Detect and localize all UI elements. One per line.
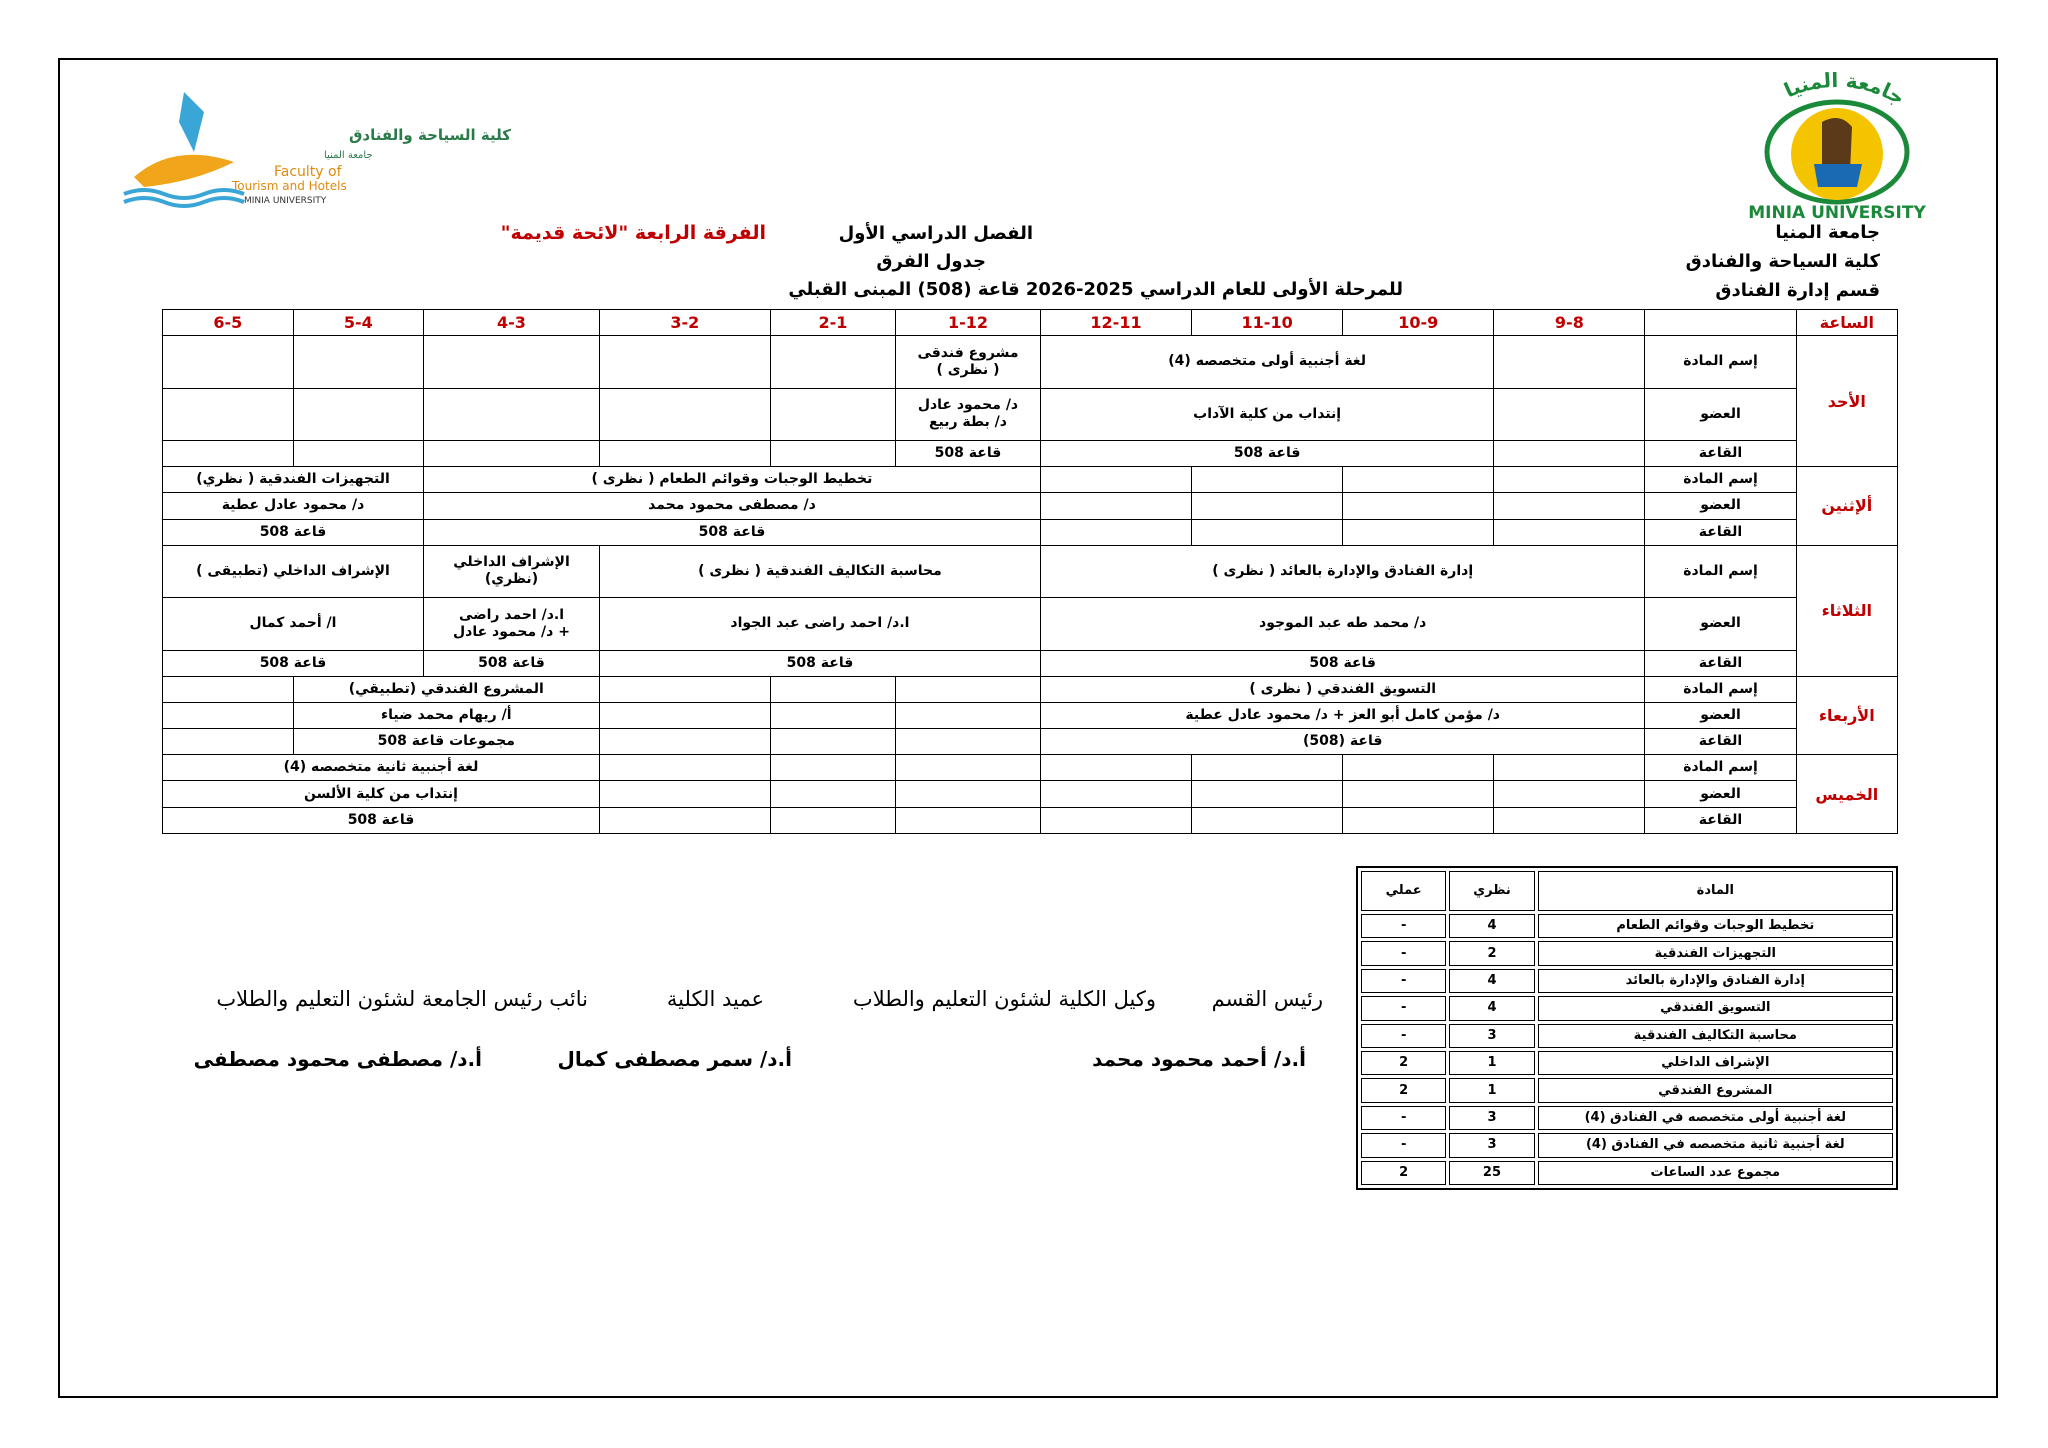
tuesday-member-row — [163, 598, 1898, 650]
thursday-room-row — [163, 807, 1898, 833]
mon-subject-2: التجهيزات الفندقية ( نظري) — [163, 467, 424, 493]
tue-member-3-line2: + د/ محمود عادل — [453, 623, 570, 640]
row-label-member: العضو — [1645, 781, 1796, 807]
day-monday: ألإثنين — [1796, 467, 1897, 546]
hours-summary-header — [1361, 871, 1893, 911]
row-label-member: العضو — [1645, 493, 1796, 519]
sun-member-2-line1: د/ محمود عادل — [917, 397, 1019, 414]
wednesday-room-row — [163, 729, 1898, 755]
logo-faculty-en3: MINIA UNIVERSITY — [244, 196, 327, 206]
thursday-member-row — [163, 781, 1898, 807]
row-label-room: القاعة — [1645, 807, 1796, 833]
faculty-logo — [124, 82, 511, 210]
slot-header: 4-3 — [423, 310, 599, 336]
sig-head-title: رئيس القسم — [1211, 987, 1323, 1011]
wednesday-member-row — [163, 702, 1898, 728]
hours-theory: 3 — [1449, 1133, 1534, 1157]
hours-practical: 2 — [1361, 1078, 1446, 1102]
minia-university-logo — [1722, 72, 1952, 222]
sun-room-2: قاعة 508 — [896, 440, 1041, 466]
hours-practical: 2 — [1361, 1051, 1446, 1075]
slot-header: 2-1 — [770, 310, 895, 336]
logo-faculty-ar: كلية السياحة والفنادق — [349, 126, 511, 144]
hours-subject: الإشراف الداخلي — [1538, 1051, 1893, 1075]
sun-subject-2-line1: مشروع فندقى — [917, 344, 1019, 361]
hours-subject: لغة أجنبية ثانية متخصصه في الفنادق (4) — [1538, 1133, 1893, 1157]
hours-total-label: مجموع عدد الساعات — [1538, 1161, 1893, 1185]
wed-member-1: د/ مؤمن كامل أبو العز + د/ محمود عادل عطية — [1040, 702, 1645, 728]
row-label-member: العضو — [1645, 388, 1796, 440]
hours-total-practical: 2 — [1361, 1161, 1446, 1185]
hours-total-theory: 25 — [1449, 1161, 1534, 1185]
sig-dean-title: عميد الكلية — [666, 987, 764, 1011]
logo-faculty-ar-sub: جامعة المنيا — [324, 150, 373, 161]
academic-year-line: للمرحلة الأولى للعام الدراسي 2025-2026 قاعة (508) المبنى القبلي — [788, 279, 1403, 300]
sig-dean-name: أ.د/ سمر مصطفى كمال — [557, 1047, 792, 1071]
hours-total-row — [1361, 1161, 1893, 1185]
hours-practical: - — [1361, 1106, 1446, 1130]
hours-theory: 2 — [1449, 941, 1534, 965]
hours-theory: 4 — [1449, 914, 1534, 938]
tue-room-1: قاعة 508 — [1040, 650, 1645, 676]
hours-subject: إدارة الفنادق والإدارة بالعائد — [1538, 969, 1893, 993]
hours-practical: - — [1361, 969, 1446, 993]
sun-member-1: إنتداب من كلية الآداب — [1040, 388, 1493, 440]
department-name: قسم إدارة الفنادق — [1715, 280, 1880, 301]
row-label-subject: إسم المادة — [1645, 755, 1796, 781]
hours-subject: لغة أجنبية أولى متخصصه في الفنادق (4) — [1538, 1106, 1893, 1130]
hours-row — [1361, 1051, 1893, 1075]
weekly-schedule-table — [162, 309, 1898, 834]
row-label-room: القاعة — [1645, 440, 1796, 466]
tue-member-4: ا/ أحمد كمال — [163, 598, 424, 650]
sig-vice-dean-title: وكيل الكلية لشئون التعليم والطلاب — [852, 987, 1156, 1011]
slot-header: 9-8 — [1494, 310, 1645, 336]
sun-subject-1: لغة أجنبية أولى متخصصه (4) — [1040, 336, 1493, 388]
hours-subject: التسويق الفندقي — [1538, 996, 1893, 1020]
wed-room-1: قاعة (508) — [1040, 729, 1645, 755]
mon-room-1: قاعة 508 — [423, 519, 1040, 545]
row-label-subject: إسم المادة — [1645, 467, 1796, 493]
slot-header: 3-2 — [599, 310, 770, 336]
monday-room-row — [163, 519, 1898, 545]
slot-header: 5-4 — [293, 310, 423, 336]
tue-member-2: ا.د/ احمد راضى عبد الجواد — [599, 598, 1040, 650]
tue-subject-3-line2: (نظري) — [484, 571, 539, 588]
sun-subject-2 — [896, 336, 1041, 388]
row-label-member: العضو — [1645, 598, 1796, 650]
mon-subject-1: تخطيط الوجبات وقوائم الطعام ( نظرى ) — [423, 467, 1040, 493]
row-label-subject: إسم المادة — [1645, 545, 1796, 597]
tue-member-3-line1: ا.د/ احمد راضى — [458, 606, 565, 623]
tue-subject-3-line1: الإشراف الداخلي — [453, 554, 570, 571]
tue-member-1: د/ محمد طه عبد الموجود — [1040, 598, 1645, 650]
tue-subject-4: الإشراف الداخلي (تطبيقى ) — [163, 545, 424, 597]
slot-header: 10-9 — [1343, 310, 1494, 336]
sig-vp-name: أ.د/ مصطفى محمود مصطفى — [193, 1047, 482, 1071]
schedule-type: جدول الفرق — [876, 251, 986, 272]
mon-member-2: د/ محمود عادل عطية — [163, 493, 424, 519]
hours-theory: 3 — [1449, 1024, 1534, 1048]
hours-practical: - — [1361, 996, 1446, 1020]
tue-member-3 — [423, 598, 599, 650]
tue-room-4: قاعة 508 — [163, 650, 424, 676]
tue-subject-2: محاسبة التكاليف الفندقية ( نظرى ) — [599, 545, 1040, 597]
thu-subject-1: لغة أجنبية ثانية متخصصه (4) — [163, 755, 600, 781]
tuesday-subject-row — [163, 545, 1898, 597]
header-subject: المادة — [1538, 871, 1893, 911]
hours-row — [1361, 941, 1893, 965]
hours-practical: - — [1361, 941, 1446, 965]
hours-subject: التجهيزات الفندقية — [1538, 941, 1893, 965]
university-name: جامعة المنيا — [1775, 222, 1880, 243]
hours-subject: تخطيط الوجبات وقوائم الطعام — [1538, 914, 1893, 938]
sun-room-1: قاعة 508 — [1040, 440, 1493, 466]
hours-row — [1361, 1133, 1893, 1157]
hours-subject: المشروع الفندقي — [1538, 1078, 1893, 1102]
logo-university-name: MINIA UNIVERSITY — [1748, 203, 1926, 222]
tue-room-2: قاعة 508 — [599, 650, 1040, 676]
hours-practical: - — [1361, 1024, 1446, 1048]
monday-subject-row — [163, 467, 1898, 493]
tue-subject-1: إدارة الفنادق والإدارة بالعائد ( نظرى ) — [1040, 545, 1645, 597]
hours-summary-table — [1356, 866, 1898, 1190]
tue-room-3: قاعة 508 — [423, 650, 599, 676]
logo-faculty-en1: Faculty of — [274, 164, 342, 180]
faculty-name: كلية السياحة والفنادق — [1685, 251, 1880, 272]
wednesday-subject-row — [163, 676, 1898, 702]
thu-room-1: قاعة 508 — [163, 807, 600, 833]
thu-member-1: إنتداب من كلية الألسن — [163, 781, 600, 807]
header-theory: نظري — [1449, 871, 1534, 911]
hours-theory: 1 — [1449, 1051, 1534, 1075]
hours-header-row — [163, 310, 1898, 336]
sun-subject-2-line2: ( نظرى ) — [936, 361, 1000, 378]
monday-member-row — [163, 493, 1898, 519]
slot-header: 11-10 — [1192, 310, 1343, 336]
logo-arc-text: جامعة المنيا — [1780, 72, 1910, 111]
day-tuesday: الثلاثاء — [1796, 545, 1897, 676]
wed-subject-1: التسويق الفندقي ( نظرى ) — [1040, 676, 1645, 702]
mon-room-2: قاعة 508 — [163, 519, 424, 545]
sunday-room-row — [163, 440, 1898, 466]
slot-header: 6-5 — [163, 310, 294, 336]
hours-row — [1361, 969, 1893, 993]
hours-row — [1361, 1106, 1893, 1130]
hours-theory: 4 — [1449, 996, 1534, 1020]
hours-row — [1361, 1024, 1893, 1048]
hours-practical: - — [1361, 914, 1446, 938]
semester-title: الفصل الدراسي الأول — [838, 223, 1033, 244]
sig-head-name: أ.د/ أحمد محمود محمد — [1092, 1047, 1306, 1071]
hours-theory: 1 — [1449, 1078, 1534, 1102]
hour-label: الساعة — [1796, 310, 1897, 336]
row-label-subject: إسم المادة — [1645, 336, 1796, 388]
level-title: الفرقة الرابعة "لائحة قديمة" — [500, 222, 766, 244]
row-label-room: القاعة — [1645, 729, 1796, 755]
logo-faculty-en2: Tourism and Hotels — [232, 179, 347, 193]
wed-room-2: مجموعات قاعة 508 — [293, 729, 599, 755]
row-label-member: العضو — [1645, 702, 1796, 728]
row-label-subject: إسم المادة — [1645, 676, 1796, 702]
sun-member-2 — [896, 388, 1041, 440]
sunday-member-row — [163, 388, 1898, 440]
blank-cell — [1645, 310, 1796, 336]
row-label-room: القاعة — [1645, 650, 1796, 676]
day-sunday: الأحد — [1796, 336, 1897, 467]
mon-member-1: د/ مصطفى محمود محمد — [423, 493, 1040, 519]
thursday-subject-row — [163, 755, 1898, 781]
header-practical: عملي — [1361, 871, 1446, 911]
hours-practical: - — [1361, 1133, 1446, 1157]
sig-vp-title: نائب رئيس الجامعة لشئون التعليم والطلاب — [216, 987, 588, 1011]
hours-row — [1361, 914, 1893, 938]
hours-row — [1361, 1078, 1893, 1102]
hours-subject: محاسبة التكاليف الفندقية — [1538, 1024, 1893, 1048]
slot-header: 12-11 — [1040, 310, 1191, 336]
hours-theory: 4 — [1449, 969, 1534, 993]
tuesday-room-row — [163, 650, 1898, 676]
slot-header: 1-12 — [896, 310, 1041, 336]
day-thursday: الخميس — [1796, 755, 1897, 834]
sunday-subject-row — [163, 336, 1898, 388]
hours-row — [1361, 996, 1893, 1020]
hours-theory: 3 — [1449, 1106, 1534, 1130]
row-label-room: القاعة — [1645, 519, 1796, 545]
tue-subject-3 — [423, 545, 599, 597]
day-wednesday: الأربعاء — [1796, 676, 1897, 755]
sun-member-2-line2: د/ بطة ربيع — [928, 414, 1007, 431]
wed-member-2: أ/ ريهام محمد ضياء — [293, 702, 599, 728]
wed-subject-2: المشروع الفندقي (تطبيقي) — [293, 676, 599, 702]
